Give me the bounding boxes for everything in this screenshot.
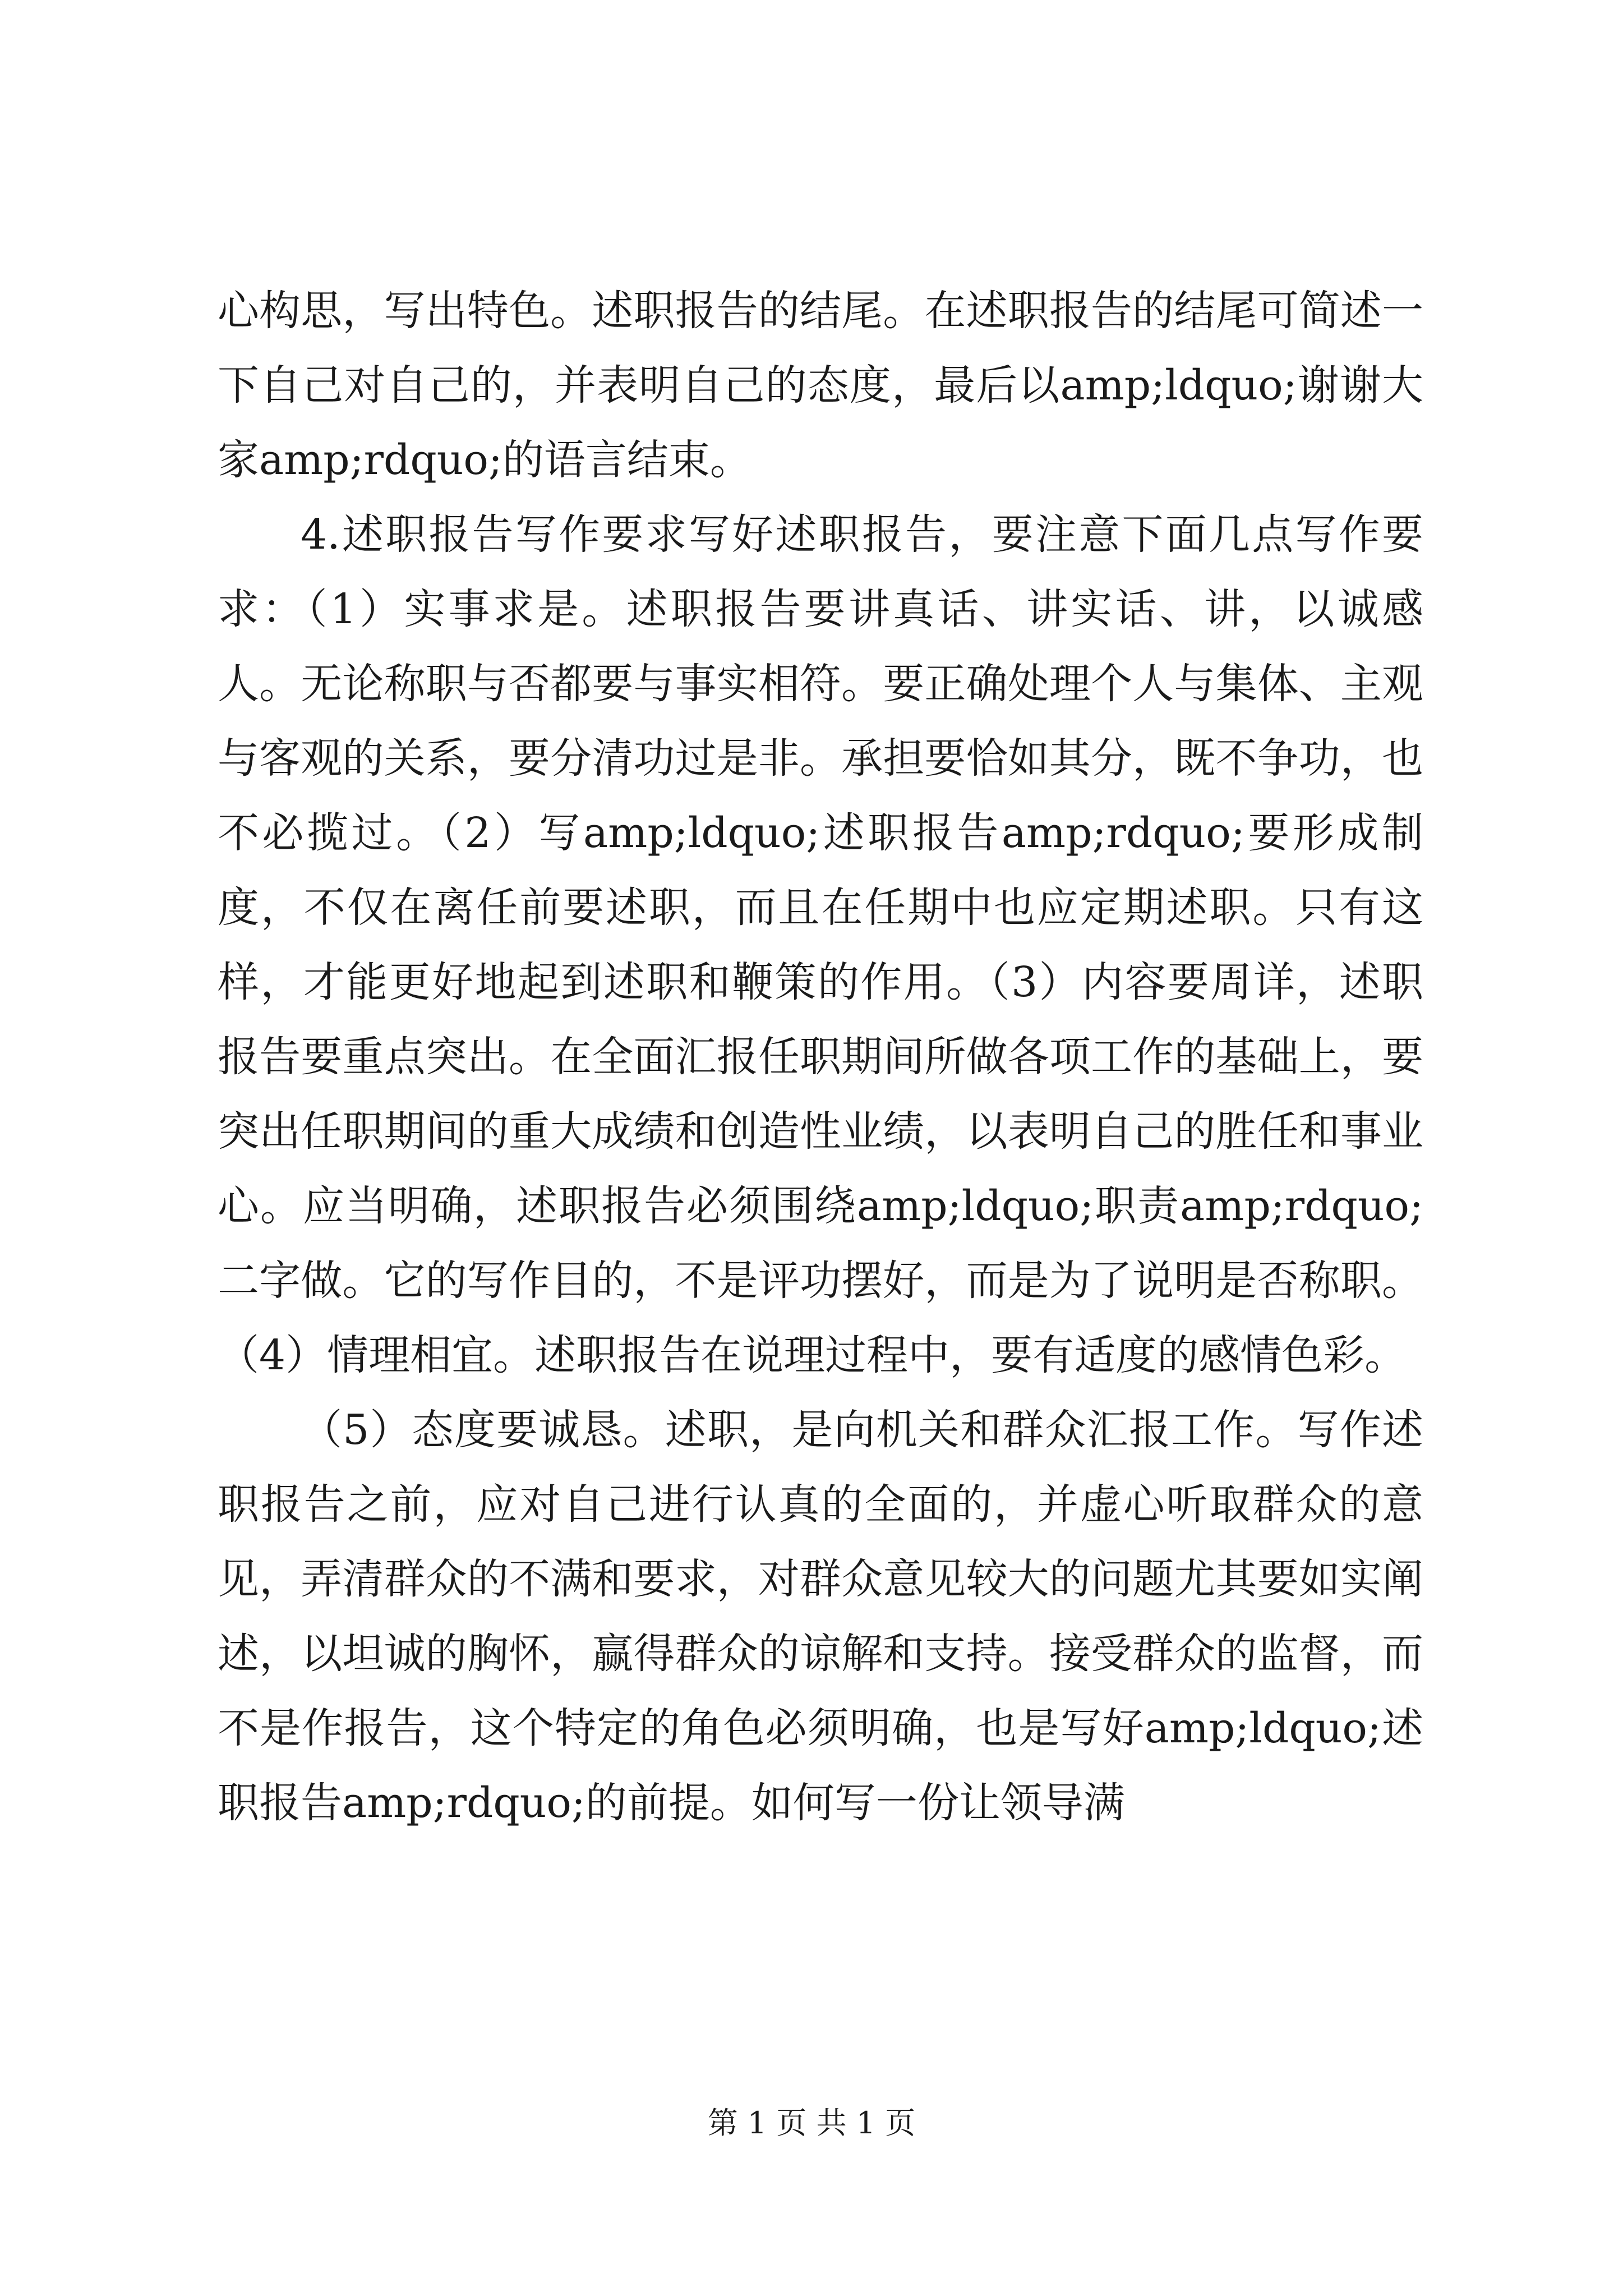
paragraph-2: 4.述职报告写作要求写好述职报告，要注意下面几点写作要求：（1）实事求是。述职报告要讲真话、讲实话、讲，以诚感人。无论称职与否都要与事实相符。要正确处理个人与集体、主观与客观的关系，要分清功过是非。承担要恰如其分，既不争功，也不必揽过。（2）写amp;ldquo;述职报告amp;rdquo;要形成制度，不仅在离任前要述职，而且在任期中也应定期述职。只有这样，才能更好地起到述职和鞭策的作用。（3）内容要周详，述职报告要重点突出。在全面汇报任职期间所做各项工作的基础上，要突出任职期间的重大成绩和创造性业绩，以表明自己的胜任和事业心。应当明确，述职报告必须围绕amp;ldquo;职责amp;rdquo;二字做。它的写作目的，不是评功摆好，而是为了说明是否称职。（4）情理相宜。述职报告在说理过程中，要有适度的感情色彩。: [218, 510, 1423, 1379]
page-footer: 第 1 页 共 1 页: [707, 2105, 916, 2141]
document-body: [218, 274, 1423, 1841]
paragraph-1: 心构思，写出特色。述职报告的结尾。在述职报告的结尾可简述一下自己对自己的，并表明自己的态度，最后以amp;ldquo;谢谢大家amp;rdquo;的语言结束。: [218, 287, 1423, 484]
paragraph-3: （5）态度要诚恳。述职，是向机关和群众汇报工作。写作述职报告之前，应对自己进行认真的全面的，并虚心听取群众的意见，弄清群众的不满和要求，对群众意见较大的问题尤其要如实阐述，以坦诚的胸怀，赢得群众的谅解和支持。接受群众的监督，而不是作报告，这个特定的角色必须明确，也是写好amp;ldquo;述职报告amp;rdquo;的前提。如何写一份让领导满: [218, 1406, 1423, 1827]
